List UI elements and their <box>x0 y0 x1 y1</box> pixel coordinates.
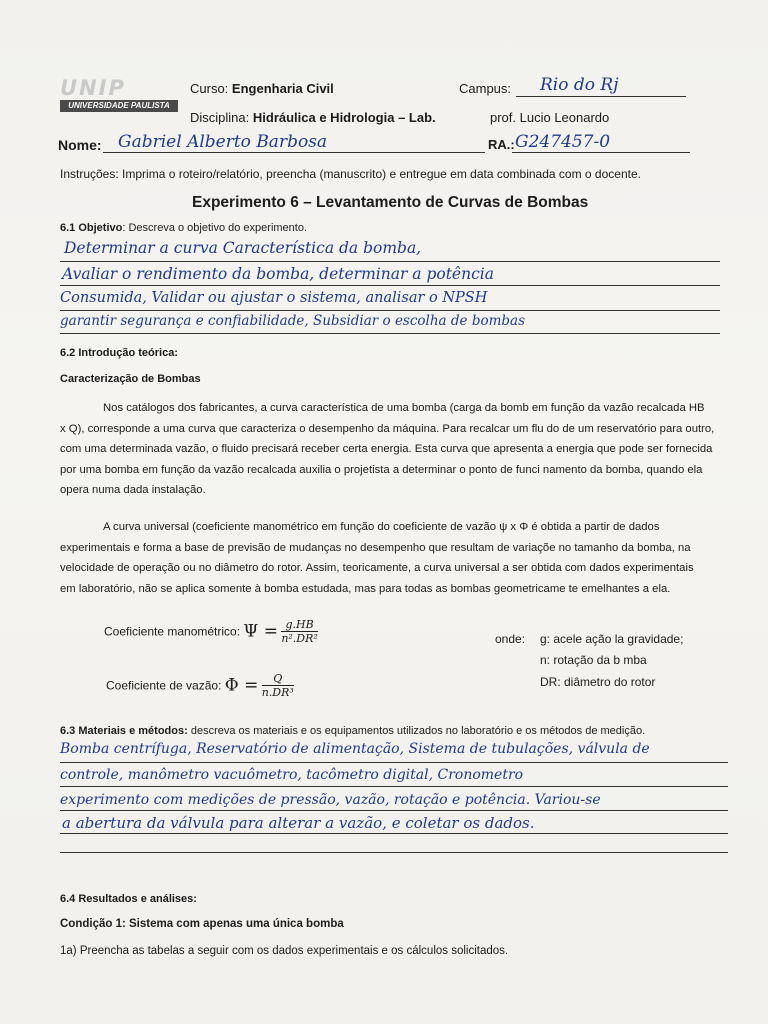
disciplina-label: Disciplina: <box>190 110 250 125</box>
item-1a: 1a) Preencha as tabelas a seguir com os dados experimentais e os cálculos solicitados. <box>60 945 509 957</box>
nome-value: Gabriel Alberto Barbosa <box>118 132 328 152</box>
answer-line <box>60 261 720 262</box>
psi-numerator: g.HB <box>281 618 318 632</box>
objetivo-answer-4: garantir segurança e confiabilidade, Subsidiar o escolha de bombas <box>60 313 526 329</box>
section-6-1-heading <box>60 222 307 234</box>
ra-underline <box>512 152 690 153</box>
psi-denominator: n².DR² <box>281 632 318 645</box>
psi-fraction <box>281 618 318 645</box>
campus-underline <box>516 96 686 97</box>
paragraph-line: A curva universal (coeficiente manométrico em função do coeficiente de vazão ψ x Φ é obtida a partir de dados <box>103 521 660 533</box>
answer-line <box>60 310 720 311</box>
answer-line <box>60 810 728 811</box>
answer-line <box>60 786 728 787</box>
section-6-4-heading: 6.4 Resultados e análises: <box>60 893 197 905</box>
intro-paragraph-1 <box>60 398 724 501</box>
phi-symbol: Φ = <box>224 675 259 696</box>
section-6-3-heading <box>60 725 645 737</box>
intro-paragraph-2 <box>60 517 724 599</box>
paragraph-line: com uma determinada vazão, o fluido precisará receber certa energia. Esta curva que apresenta a energia que pode ser fornecida <box>60 443 713 455</box>
answer-line <box>60 762 728 763</box>
coef-vaz-label: Coeficiente de vazão: <box>106 678 222 693</box>
section-6-1-text: : Descreva o objetivo do experimento. <box>122 222 308 234</box>
materiais-answer-1: Bomba centrífuga, Reservatório de alimentação, Sistema de tubulações, válvula de <box>60 741 650 757</box>
disciplina-value: Hidráulica e Hidrologia – Lab. <box>252 110 436 125</box>
formula-phi <box>106 672 294 699</box>
psi-symbol: Ψ = <box>243 621 278 642</box>
paragraph-line: Nos catálogos dos fabricantes, a curva característica de uma bomba (carga da bomb em função da vazão recalcada HB <box>103 402 705 414</box>
campus-value: Rio do Rj <box>540 75 619 95</box>
section-6-2-subheading: Caracterização de Bombas <box>60 373 201 385</box>
answer-line <box>60 333 720 334</box>
section-6-3-text: descreva os materiais e os equipamentos utilizados no laboratório e os métodos de medição. <box>187 725 646 737</box>
answer-line <box>60 833 728 834</box>
objetivo-answer-1: Determinar a curva Característica da bomba, <box>64 239 422 257</box>
nome-label: Nome: <box>58 137 102 153</box>
condicao-1: Condição 1: Sistema com apenas uma única bomba <box>60 918 344 930</box>
logo-bar: UNIVERSIDADE PAULISTA <box>60 100 178 112</box>
nome-underline <box>103 152 485 153</box>
instructions: Instruções: Imprima o roteiro/relatório, preencha (manuscrito) e entregue em data combinada com o docente. <box>60 167 641 181</box>
paragraph-line: em laboratório, não se aplica somente à bomba estudada, mas para todas as bombas geometricame te emelhantes a ela. <box>60 582 671 595</box>
phi-fraction <box>262 672 294 699</box>
answer-line <box>60 285 720 286</box>
paragraph-line: experimentais e forma a base de previsão de mudanças no desempenho que resultam de variaçõe no tamanho da bomba, na <box>60 541 691 554</box>
section-6-2-heading: 6.2 Introdução teórica: <box>60 347 178 359</box>
dr-definition: DR: diâmetro do rotor <box>540 675 656 689</box>
n-definition: n: rotação da b mba <box>540 653 647 667</box>
curso-line <box>190 81 334 96</box>
phi-denominator: n.DR³ <box>261 686 294 699</box>
disciplina-line <box>190 110 436 125</box>
g-definition: g: acele ação la gravidade; <box>540 632 684 646</box>
campus-label: Campus: <box>459 81 512 96</box>
ra-value: G247457-0 <box>515 132 611 152</box>
experiment-title: Experimento 6 – Levantamento de Curvas de Bombas <box>192 194 589 211</box>
prof-name: prof. Lucio Leonardo <box>490 110 610 125</box>
objetivo-answer-3: Consumida, Validar ou ajustar o sistema, analisar o NPSH <box>60 290 488 306</box>
onde-label: onde: <box>495 632 526 646</box>
section-6-3-label: 6.3 Materiais e métodos: <box>60 725 188 737</box>
coef-man-label: Coeficiente manométrico: <box>104 624 241 639</box>
logo-word: UNIP <box>60 76 126 100</box>
unip-logo <box>60 78 182 114</box>
materiais-answer-4: a abertura da válvula para alterar a vazão, e coletar os dados. <box>62 814 535 832</box>
materiais-answer-2: controle, manômetro vacuômetro, tacômetro digital, Cronometro <box>60 767 524 783</box>
answer-line <box>60 852 728 853</box>
objetivo-answer-2: Avaliar o rendimento da bomba, determinar a potência <box>62 265 494 283</box>
paragraph-line: por uma bomba em função da vazão recalcada auxilia o projetista a determinar o ponto de funci namento da bomba, quando ela <box>60 463 703 476</box>
curso-label: Curso: <box>190 81 229 96</box>
curso-value: Engenharia Civil <box>231 81 334 96</box>
phi-numerator: Q <box>262 672 294 686</box>
paragraph-line: opera numa dada instalação. <box>60 484 206 496</box>
section-6-1-label: 6.1 Objetivo <box>60 222 123 234</box>
materiais-answer-3: experimento com medições de pressão, vazão, rotação e potência. Variou-se <box>60 792 601 808</box>
paragraph-line: velocidade de operação ou no diâmetro do rotor. Assim, teoricamente, a curva universal a ser obtida com dados experimentais <box>60 562 694 574</box>
ra-label: RA.: <box>488 137 515 152</box>
paragraph-line: x Q), corresponde a uma curva que caracteriza o desempenho da máquina. Para recalcar um flu do de um reservatório para outro, <box>60 422 715 435</box>
formula-psi <box>104 618 318 645</box>
